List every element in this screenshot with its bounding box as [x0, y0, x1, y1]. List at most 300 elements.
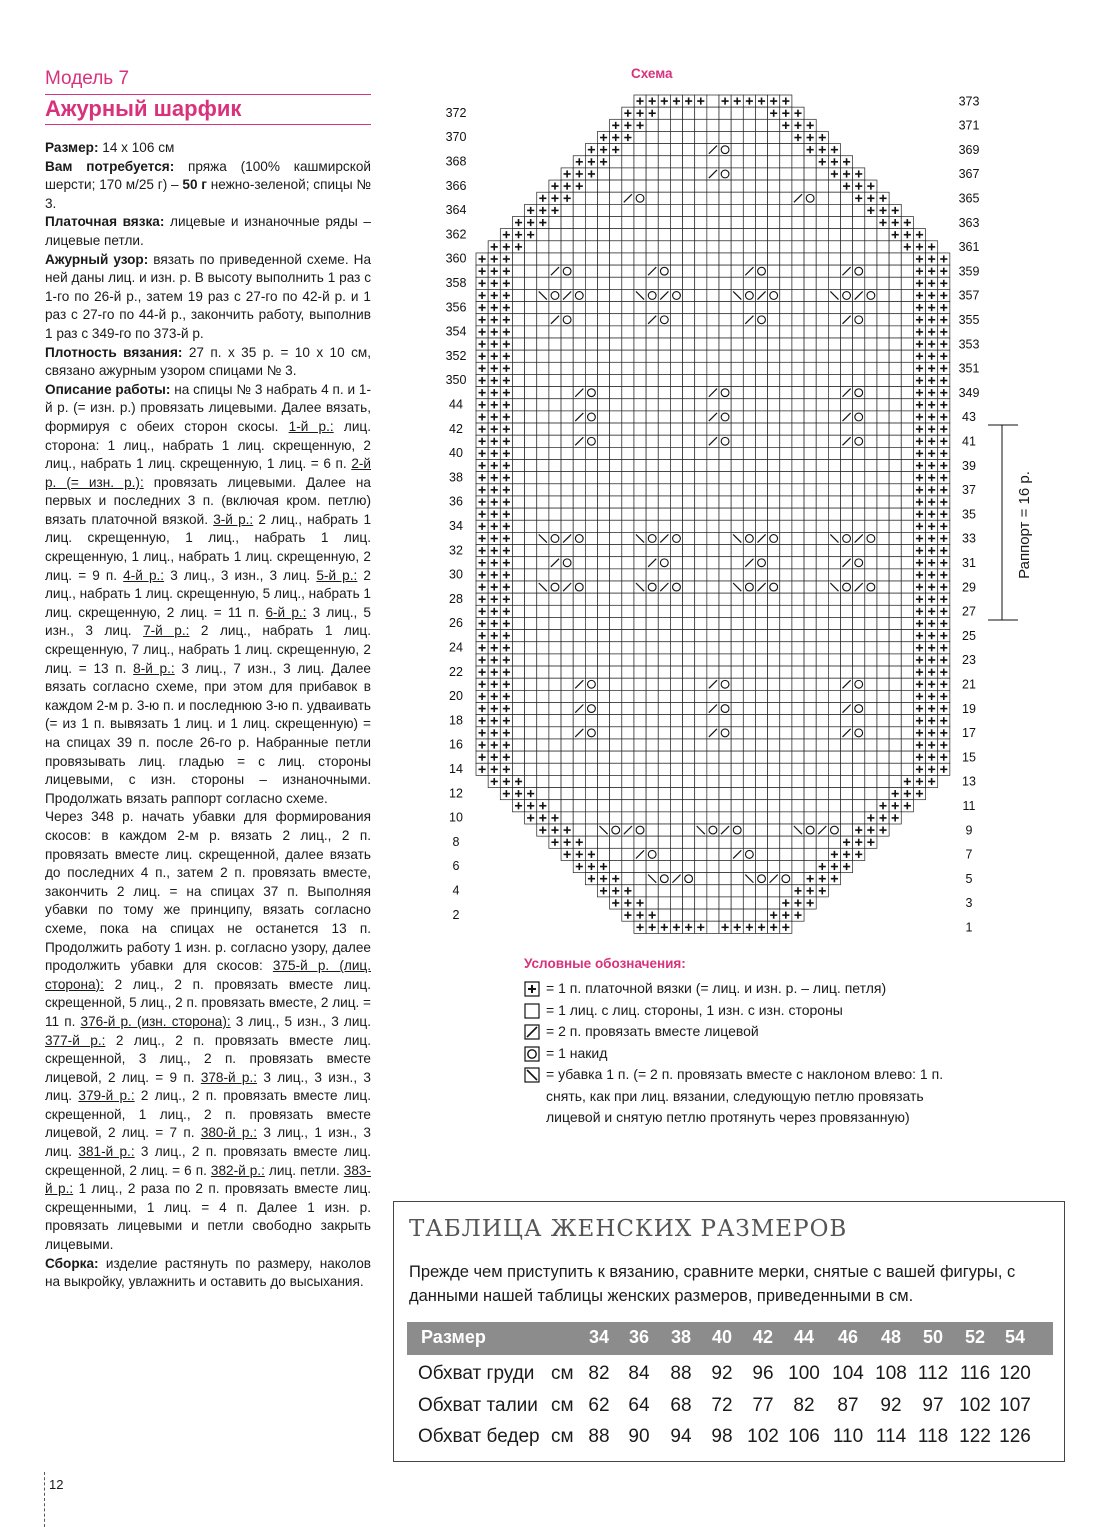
chart-cell	[755, 144, 767, 156]
chart-cell	[768, 156, 780, 168]
chart-cell	[670, 569, 682, 581]
measure-value: 64	[628, 1394, 650, 1416]
chart-cell	[816, 751, 828, 763]
chart-cell	[525, 508, 537, 520]
chart-cell	[780, 836, 792, 848]
chart-cell	[634, 690, 646, 702]
chart-cell	[646, 545, 658, 557]
chart-cell	[683, 654, 695, 666]
chart-cell	[622, 447, 634, 459]
chart-cell	[755, 630, 767, 642]
chart-cell	[743, 374, 755, 386]
chart-cell	[610, 423, 622, 435]
chart-cell	[670, 715, 682, 727]
row-number-left: 22	[449, 664, 463, 679]
chart-cell	[804, 460, 816, 472]
chart-cell	[768, 241, 780, 253]
chart-cell	[743, 690, 755, 702]
chart-cell	[792, 605, 804, 617]
chart-cell	[658, 593, 670, 605]
chart-cell	[683, 265, 695, 277]
paragraph	[45, 344, 371, 381]
chart-cell	[792, 508, 804, 520]
chart-cell	[877, 605, 889, 617]
chart-cell	[768, 751, 780, 763]
chart-cell	[683, 860, 695, 872]
chart-cell	[658, 569, 670, 581]
chart-cell	[585, 302, 597, 314]
chart-cell	[658, 860, 670, 872]
chart-cell	[731, 654, 743, 666]
chart-cell	[853, 800, 865, 812]
chart-cell	[695, 678, 707, 690]
chart-cell	[670, 678, 682, 690]
chart-cell	[731, 775, 743, 787]
chart-cell	[585, 277, 597, 289]
chart-cell	[780, 314, 792, 326]
chart-cell	[670, 727, 682, 739]
chart-cell	[841, 192, 853, 204]
chart-cell	[731, 605, 743, 617]
chart-cell	[670, 399, 682, 411]
chart-cell	[549, 229, 561, 241]
chart-cell	[573, 690, 585, 702]
chart-cell	[537, 435, 549, 447]
chart-cell	[865, 411, 877, 423]
chart-cell	[573, 253, 585, 265]
chart-cell	[610, 180, 622, 192]
chart-cell	[719, 302, 731, 314]
chart-cell	[877, 763, 889, 775]
chart-cell	[512, 630, 524, 642]
chart-cell	[646, 326, 658, 338]
chart-cell	[889, 435, 901, 447]
chart-cell	[622, 168, 634, 180]
chart-cell	[865, 350, 877, 362]
chart-cell	[561, 338, 573, 350]
chart-cell	[828, 374, 840, 386]
chart-cell	[707, 289, 719, 301]
chart-cell	[683, 156, 695, 168]
chart-cell	[707, 569, 719, 581]
chart-cell	[573, 241, 585, 253]
chart-cell	[828, 557, 840, 569]
row-number-left: 14	[449, 761, 463, 776]
chart-cell	[598, 362, 610, 374]
chart-cell	[585, 715, 597, 727]
page-title: Ажурный шарфик	[45, 96, 242, 121]
chart-cell	[695, 727, 707, 739]
chart-cell	[804, 836, 816, 848]
chart-cell	[865, 399, 877, 411]
chart-cell	[695, 788, 707, 800]
chart-cell	[646, 447, 658, 459]
chart-cell	[853, 520, 865, 532]
chart-cell	[853, 617, 865, 629]
chart-cell	[695, 387, 707, 399]
chart-cell	[780, 545, 792, 557]
chart-cell	[512, 350, 524, 362]
chart-cell	[707, 119, 719, 131]
chart-cell	[841, 326, 853, 338]
chart-cell	[561, 703, 573, 715]
chart-cell	[646, 824, 658, 836]
chart-cell	[512, 423, 524, 435]
chart-cell	[707, 229, 719, 241]
chart-cell	[537, 374, 549, 386]
chart-cell	[658, 350, 670, 362]
chart-cell	[719, 800, 731, 812]
chart-cell	[561, 484, 573, 496]
chart-cell	[731, 399, 743, 411]
chart-cell	[792, 751, 804, 763]
chart-cell	[658, 411, 670, 423]
chart-cell	[780, 362, 792, 374]
chart-cell	[707, 848, 719, 860]
chart-cell	[561, 496, 573, 508]
chart-cell	[889, 630, 901, 642]
chart-cell	[804, 374, 816, 386]
chart-cell	[683, 399, 695, 411]
chart-cell	[828, 617, 840, 629]
chart-cell	[853, 362, 865, 374]
chart-cell	[525, 751, 537, 763]
chart-cell	[561, 763, 573, 775]
row-number-left: 360	[445, 251, 467, 266]
chart-cell	[841, 229, 853, 241]
chart-cell	[901, 289, 913, 301]
chart-cell	[561, 715, 573, 727]
chart-cell	[804, 472, 816, 484]
chart-cell	[743, 775, 755, 787]
chart-cell	[683, 751, 695, 763]
chart-cell	[792, 314, 804, 326]
chart-cell	[743, 326, 755, 338]
chart-cell	[816, 581, 828, 593]
chart-cell	[792, 411, 804, 423]
chart-cell	[670, 654, 682, 666]
chart-cell	[512, 338, 524, 350]
chart-cell	[743, 824, 755, 836]
chart-cell	[792, 848, 804, 860]
chart-cell	[792, 642, 804, 654]
chart-cell	[598, 593, 610, 605]
chart-cell	[901, 277, 913, 289]
chart-cell	[743, 727, 755, 739]
chart-cell	[634, 350, 646, 362]
chart-cell	[889, 399, 901, 411]
row-number-left: 30	[449, 567, 463, 582]
chart-cell	[743, 654, 755, 666]
chart-cell	[804, 229, 816, 241]
chart-cell	[622, 229, 634, 241]
chart-cell	[634, 678, 646, 690]
chart-cell	[889, 472, 901, 484]
chart-cell	[622, 654, 634, 666]
chart-cell	[525, 302, 537, 314]
chart-cell	[525, 605, 537, 617]
chart-cell	[768, 411, 780, 423]
chart-cell	[792, 144, 804, 156]
chart-cell	[792, 435, 804, 447]
chart-cell	[683, 739, 695, 751]
chart-cell	[780, 496, 792, 508]
chart-cell	[634, 460, 646, 472]
chart-cell	[816, 496, 828, 508]
paragraph-text: 2 лиц., набрать 1 лиц. скрещенную, 5 лиц., набрать 1 лиц. скрещенную, 2 лиц. = 11 п.	[45, 567, 371, 620]
chart-cell	[525, 472, 537, 484]
chart-cell	[549, 763, 561, 775]
chart-cell	[610, 763, 622, 775]
chart-cell	[670, 630, 682, 642]
chart-cell	[707, 909, 719, 921]
chart-cell	[792, 860, 804, 872]
chart-cell	[658, 666, 670, 678]
chart-cell	[646, 715, 658, 727]
chart-cell	[804, 727, 816, 739]
chart-cell	[768, 460, 780, 472]
chart-cell	[537, 460, 549, 472]
chart-cell	[865, 775, 877, 787]
chart-cell	[731, 800, 743, 812]
measure-value: 116	[959, 1363, 991, 1384]
chart-cell	[683, 690, 695, 702]
chart-cell	[658, 496, 670, 508]
chart-cell	[877, 387, 889, 399]
chart-cell	[610, 326, 622, 338]
chart-cell	[695, 423, 707, 435]
chart-cell	[707, 265, 719, 277]
chart-cell	[841, 508, 853, 520]
legend-text: = 1 лиц. с лиц. стороны, 1 изн. с изн. стороны	[546, 1001, 843, 1018]
chart-cell	[549, 277, 561, 289]
chart-cell	[780, 350, 792, 362]
chart-cell	[780, 630, 792, 642]
chart-cell	[901, 532, 913, 544]
chart-cell	[585, 593, 597, 605]
chart-cell	[804, 387, 816, 399]
chart-cell	[792, 581, 804, 593]
chart-cell	[646, 642, 658, 654]
chart-cell	[707, 763, 719, 775]
measure-value: 104	[832, 1363, 864, 1384]
chart-cell	[634, 775, 646, 787]
chart-cell	[804, 180, 816, 192]
chart-cell	[792, 326, 804, 338]
chart-cell	[561, 666, 573, 678]
row-number-left: 354	[445, 324, 467, 339]
chart-cell	[634, 144, 646, 156]
chart-cell	[634, 569, 646, 581]
chart-cell	[695, 520, 707, 532]
chart-cell	[841, 204, 853, 216]
chart-cell	[792, 557, 804, 569]
paragraph	[45, 213, 371, 250]
chart-cell	[743, 788, 755, 800]
chart-cell	[658, 253, 670, 265]
chart-cell	[731, 593, 743, 605]
chart-cell	[816, 703, 828, 715]
chart-cell	[622, 302, 634, 314]
chart-cell	[719, 739, 731, 751]
chart-cell	[670, 690, 682, 702]
chart-cell	[646, 860, 658, 872]
chart-cell	[598, 739, 610, 751]
paragraph-text: 27 п. х 35 р. = 10 х 10 см, связано ажурным узором спицами № 3.	[45, 344, 371, 379]
chart-cell	[622, 253, 634, 265]
row-reference: 376-й р. (изн. сторона):	[80, 1013, 231, 1029]
chart-cell	[610, 460, 622, 472]
chart-cell	[610, 703, 622, 715]
chart-cell	[792, 447, 804, 459]
chart-cell	[877, 593, 889, 605]
chart-cell	[889, 508, 901, 520]
chart-cell	[755, 654, 767, 666]
chart-cell	[598, 508, 610, 520]
chart-cell	[683, 362, 695, 374]
chart-cell	[841, 690, 853, 702]
chart-cell	[719, 897, 731, 909]
chart-cell	[816, 241, 828, 253]
chart-cell	[828, 703, 840, 715]
chart-cell	[853, 775, 865, 787]
chart-cell	[622, 314, 634, 326]
chart-cell	[549, 727, 561, 739]
chart-cell	[658, 508, 670, 520]
chart-cell	[561, 751, 573, 763]
chart-cell	[707, 860, 719, 872]
chart-cell	[743, 496, 755, 508]
chart-cell	[755, 192, 767, 204]
chart-cell	[634, 253, 646, 265]
chart-cell	[598, 472, 610, 484]
chart-cell	[719, 545, 731, 557]
row-number-right: 365	[958, 191, 980, 206]
chart-cell	[525, 630, 537, 642]
chart-cell	[610, 253, 622, 265]
chart-cell	[670, 775, 682, 787]
chart-cell	[816, 350, 828, 362]
chart-cell	[865, 630, 877, 642]
chart-cell	[853, 253, 865, 265]
chart-cell	[889, 532, 901, 544]
chart-cell	[768, 800, 780, 812]
paragraph-text: изделие растянуть по размеру, наколов на выкройку, увлажнить и оставить до высыхания.	[45, 1255, 371, 1290]
chart-cell	[743, 812, 755, 824]
chart-cell	[598, 387, 610, 399]
chart-cell	[549, 678, 561, 690]
chart-cell	[549, 520, 561, 532]
chart-cell	[598, 423, 610, 435]
chart-cell	[719, 350, 731, 362]
chart-cell	[828, 447, 840, 459]
chart-cell	[512, 763, 524, 775]
chart-cell	[719, 107, 731, 119]
chart-cell	[695, 630, 707, 642]
chart-cell	[646, 399, 658, 411]
chart-cell	[537, 302, 549, 314]
chart-cell	[853, 654, 865, 666]
chart-cell	[670, 496, 682, 508]
chart-cell	[841, 788, 853, 800]
chart-cell	[670, 435, 682, 447]
chart-cell	[841, 605, 853, 617]
chart-cell	[804, 217, 816, 229]
chart-cell	[731, 812, 743, 824]
chart-cell	[768, 885, 780, 897]
chart-cell	[598, 666, 610, 678]
chart-cell	[622, 277, 634, 289]
chart-cell	[683, 605, 695, 617]
chart-cell	[585, 314, 597, 326]
chart-cell	[743, 362, 755, 374]
chart-cell	[743, 860, 755, 872]
chart-cell	[573, 204, 585, 216]
chart-cell	[622, 411, 634, 423]
chart-cell	[853, 204, 865, 216]
chart-cell	[804, 399, 816, 411]
chart-cell	[707, 739, 719, 751]
chart-cell	[792, 265, 804, 277]
chart-cell	[658, 302, 670, 314]
chart-cell	[719, 605, 731, 617]
chart-cell	[731, 836, 743, 848]
chart-cell	[610, 156, 622, 168]
size-header-label: Размер	[421, 1327, 486, 1347]
chart-cell	[646, 751, 658, 763]
row-reference: 375-й р. (лиц. сторона):	[45, 958, 371, 992]
chart-cell	[573, 824, 585, 836]
chart-cell	[707, 508, 719, 520]
chart-cell	[670, 885, 682, 897]
chart-cell	[828, 435, 840, 447]
chart-cell	[792, 654, 804, 666]
chart-cell	[719, 277, 731, 289]
chart-cell	[512, 642, 524, 654]
chart-cell	[512, 472, 524, 484]
chart-cell	[598, 775, 610, 787]
chart-cell	[598, 241, 610, 253]
chart-cell	[865, 763, 877, 775]
chart-cell	[841, 374, 853, 386]
chart-cell	[792, 277, 804, 289]
chart-cell	[561, 654, 573, 666]
chart-cell	[755, 180, 767, 192]
chart-cell	[683, 180, 695, 192]
row-number-right: 9	[965, 823, 973, 838]
chart-cell	[743, 156, 755, 168]
chart-cell	[658, 168, 670, 180]
chart-cell	[707, 156, 719, 168]
chart-cell	[646, 484, 658, 496]
size-table-intro: Прежде чем приступить к вязанию, сравните мерки, снятые с вашей фигуры, с данными нашей таблицы женских размеров, приведенными в см.	[409, 1263, 1016, 1305]
chart-cell	[816, 788, 828, 800]
row-number-right: 359	[958, 264, 980, 279]
chart-cell	[841, 800, 853, 812]
chart-cell	[841, 423, 853, 435]
chart-cell	[537, 739, 549, 751]
chart-cell	[755, 435, 767, 447]
chart-cell	[816, 666, 828, 678]
chart-cell	[743, 508, 755, 520]
chart-cell	[658, 435, 670, 447]
chart-cell	[804, 593, 816, 605]
chart-cell	[549, 715, 561, 727]
chart-cell	[683, 289, 695, 301]
chart-cell	[537, 484, 549, 496]
chart-cell	[889, 678, 901, 690]
chart-cell	[585, 800, 597, 812]
